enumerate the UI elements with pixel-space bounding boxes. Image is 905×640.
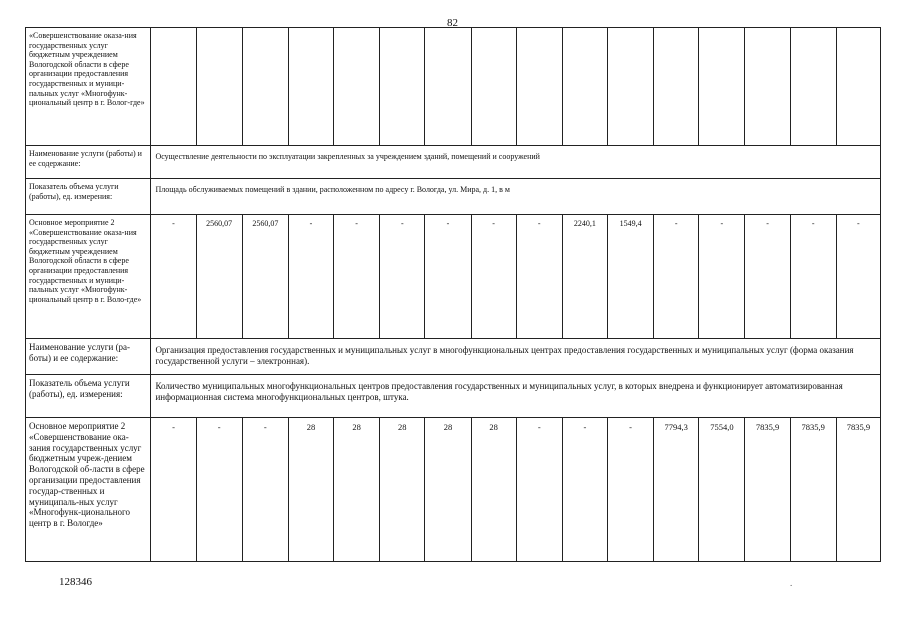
value-cell: 28 (380, 418, 425, 562)
value-cell: - (151, 215, 196, 339)
value-cell: 2560,07 (196, 215, 242, 339)
value-cell: - (471, 215, 516, 339)
value-cell (562, 28, 607, 146)
value-cell (516, 28, 562, 146)
value-cell (151, 28, 196, 146)
value-cell: - (334, 215, 380, 339)
table-row (26, 418, 881, 562)
value-cell: - (380, 215, 425, 339)
document-code: 128346 (59, 576, 92, 588)
value-cell: 28 (425, 418, 471, 562)
value-cell: 7554,0 (699, 418, 745, 562)
value-cell: 1549,4 (608, 215, 654, 339)
value-cell (699, 28, 745, 146)
row-name-cell: Показатель объема услуги (работы), ед. измерения: (26, 375, 151, 418)
row-name-cell: «Совершенствование оказа-ния государственных услуг бюджетным учреждением Вологодской области в сфере организации предоставления государственных и муници-пальных услуг «Многофунк-циональный центр в г. Волог-где» (26, 28, 151, 146)
table-row (26, 179, 881, 215)
value-cell: 7835,9 (745, 418, 790, 562)
value-cell: - (242, 418, 288, 562)
value-cell: - (745, 215, 790, 339)
table-row (26, 339, 881, 375)
page-number: 82 (447, 17, 458, 29)
value-cell (608, 28, 654, 146)
value-cell (380, 28, 425, 146)
value-cell: - (516, 215, 562, 339)
program-table (25, 27, 881, 562)
row-name-cell: Наименование услуги (ра-боты) и ее содержание: (26, 339, 151, 375)
table-row (26, 375, 881, 418)
row-description-cell: Площадь обслуживаемых помещений в здании, расположенном по адресу г. Вологда, ул. Мира, д. 1, в м (151, 179, 881, 215)
value-cell: 7835,9 (790, 418, 836, 562)
row-description-cell: Организация предоставления государственных и муниципальных услуг в многофункциональных центрах предоставления государственных и муниципальных услуг (форма оказания государственной услуги – электронная). (151, 339, 881, 375)
row-name-cell: Наименование услуги (работы) и ее содержание: (26, 146, 151, 179)
value-cell: 7835,9 (836, 418, 880, 562)
value-cell: - (425, 215, 471, 339)
value-cell: - (562, 418, 607, 562)
value-cell: - (654, 215, 699, 339)
row-name-cell: Показатель объема услуги (работы), ед. измерения: (26, 179, 151, 215)
value-cell: - (151, 418, 196, 562)
row-name-cell: Основное мероприятие 2 «Совершенствование ока-зания государственных услуг бюджетным учреж-дением Вологодской об-ласти в сфере организации предоставления государ-ственных и муниципаль-ных услуг «Многофунк-ционального центр в г. Вологде» (26, 418, 151, 562)
value-cell: 2560,07 (242, 215, 288, 339)
table-row (26, 28, 881, 146)
row-description-cell: Осуществление деятельности по эксплуатации закрепленных за учреждением зданий, помещений и сооружений (151, 146, 881, 179)
value-cell (471, 28, 516, 146)
value-cell: 28 (471, 418, 516, 562)
value-cell: 28 (334, 418, 380, 562)
value-cell (654, 28, 699, 146)
value-cell (334, 28, 380, 146)
value-cell (745, 28, 790, 146)
value-cell: 28 (288, 418, 333, 562)
table-row (26, 215, 881, 339)
table-row (26, 146, 881, 179)
value-cell: - (196, 418, 242, 562)
value-cell: - (836, 215, 880, 339)
footer-mark: . (790, 578, 793, 588)
value-cell: 7794,3 (654, 418, 699, 562)
value-cell (790, 28, 836, 146)
value-cell: 2240,1 (562, 215, 607, 339)
value-cell (196, 28, 242, 146)
value-cell: - (790, 215, 836, 339)
value-cell (288, 28, 333, 146)
value-cell (425, 28, 471, 146)
value-cell: - (699, 215, 745, 339)
value-cell (242, 28, 288, 146)
value-cell: - (288, 215, 333, 339)
row-description-cell: Количество муниципальных многофункциональных центров предоставления государственных и муниципальных услуг, в которых внедрена и функционирует автоматизированная информационная система многофункциональных центров, штука. (151, 375, 881, 418)
value-cell: - (608, 418, 654, 562)
row-name-cell: Основное мероприятие 2 «Совершенствование оказа-ния государственных услуг бюджетным учреждением Вологодской области в сфере организации предоставления государственных и муници-пальных услуг «Многофунк-циональный центр в г. Воло-где» (26, 215, 151, 339)
value-cell (836, 28, 880, 146)
value-cell: - (516, 418, 562, 562)
